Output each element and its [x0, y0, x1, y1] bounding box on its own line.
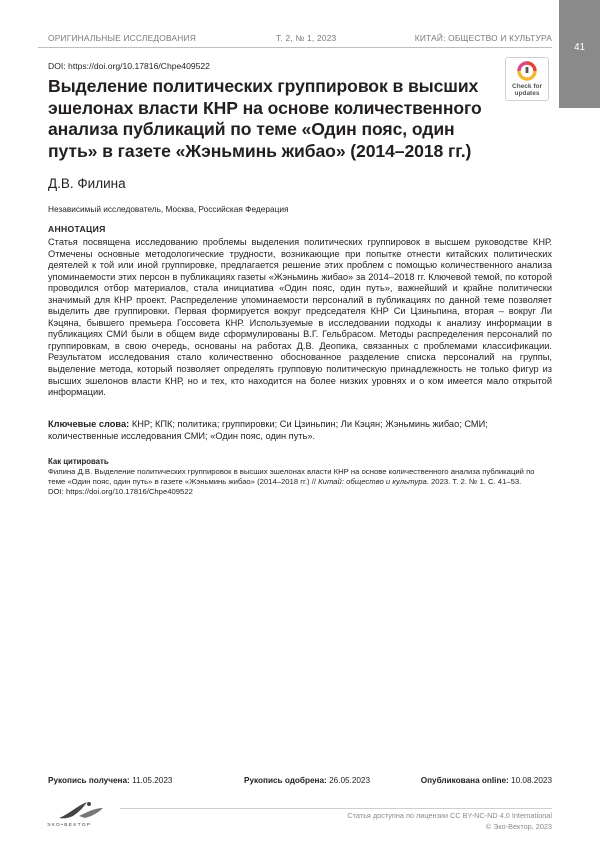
badge-line-2: updates — [514, 90, 540, 97]
publisher-name: ЭКО•ВЕКТОР — [47, 823, 92, 828]
accepted-date — [244, 776, 370, 785]
citation-heading: Как цитировать — [48, 457, 109, 466]
doi-line[interactable]: DOI: https://doi.org/10.17816/Chpe409522 — [48, 61, 210, 71]
citation-block — [48, 467, 552, 497]
author-name: Д.В. Филина — [48, 176, 126, 191]
accepted-value: 26.05.2023 — [329, 776, 371, 785]
header-divider — [38, 47, 552, 48]
keywords-text: КНР; КПК; политика; группировки; Си Цзиньпин; Ли Кэцян; Жэньминь жибао; СМИ; количественные исследования СМИ; «Один пояс, один путь». — [48, 419, 488, 441]
received-value: 11.05.2023 — [132, 776, 173, 785]
journal-volume-issue: Т. 2, № 1, 2023 — [276, 33, 337, 43]
license-text[interactable]: Статья доступна по лицензии CC BY-NC-ND 4.0 International — [347, 811, 552, 820]
accepted-label: Рукопись одобрена: — [244, 776, 327, 785]
page-tab — [559, 0, 600, 108]
update-ring-icon — [517, 61, 537, 81]
author-affiliation: Независимый исследователь, Москва, Российская Федерация — [48, 204, 289, 214]
citation-pages: . 2023. Т. 2. № 1. С. 41–53. — [426, 477, 522, 486]
check-for-updates-badge[interactable] — [505, 57, 549, 101]
citation-text: Филина Д.В. Выделение политических группировок в высших эшелонах власти КНР на основе количественного анализа публикаций по теме «Один пояс, один путь» в газете «Жэньминь жибао» (2014–2018 гг.) // — [48, 467, 535, 486]
received-date — [48, 776, 172, 785]
citation-doi[interactable]: DOI: https://doi.org/10.17816/Chpe409522 — [48, 487, 193, 496]
published-date — [421, 776, 552, 785]
badge-line-1: Check for — [512, 83, 542, 90]
copyright-text: © Эко-Вектор, 2023 — [485, 822, 552, 831]
abstract-text: Статья посвящена исследованию проблемы выделения политических группировок в высшем руководстве КНР. Отмечены основные методологические трудности, возникающие при попытке отнести китайских политических деятелей к той или иной группировке, предлагается решение этих проблем с помощью количественного анализа упоминаемости этих персон в публикациях газеты «Жэньминь жибао» за 2014–2018 гг. Ключевой темой, по которой проводился отбор материалов, стала инициатива «Один пояс, один путь», важнейший и крайне политически значимый для КНР проект. Распределение упоминаемости персоналий в публикациях по данной теме позволяет выделить две группировки. Первая формируется вокруг председателя КНР Си Цзиньпина, вторая – вокруг Ли Кэцяна, бывшего премьера Госсовета КНР. Используемые в исследовании подходы к анализу информации в публикациях СМИ были в общем виде сформулированы В.Г. Гельбрасом. Методы распределения персоналий по группировкам, в свою очередь, основаны на работах Д.В. Деопика, связанных с проблемами классификации. Результатом исследования стало количественно обоснованное разделение списка персоналий на группы, выделение метода, который позволяет определять групповую политическую принадлежность не только фигур из высших эшелонов власти КНР, но и тех, кто находится на более низких уровнях и о ком имеется мало открытой информации. — [48, 237, 552, 398]
published-value: 10.08.2023 — [511, 776, 552, 785]
published-label: Опубликована online: — [420, 776, 509, 785]
keywords-label: Ключевые слова: — [48, 419, 130, 429]
publisher-logo-icon — [49, 796, 113, 826]
page-number: 41 — [573, 42, 586, 53]
journal-section-label: ОРИГИНАЛЬНЫЕ ИССЛЕДОВАНИЯ — [48, 33, 196, 43]
abstract-heading: АННОТАЦИЯ — [48, 224, 106, 234]
citation-journal: Китай: общество и культура — [318, 477, 427, 486]
received-label: Рукопись получена: — [48, 776, 130, 785]
footer-divider — [120, 808, 552, 809]
badge-label — [505, 83, 549, 97]
article-title: Выделение политических группировок в высших эшелонах власти КНР на основе количественного анализа публикаций по теме «Один пояс, один путь» в газете «Жэньминь жибао» (2014–2018 гг.) — [48, 76, 482, 161]
journal-name: КИТАЙ: ОБЩЕСТВО И КУЛЬТУРА — [414, 33, 552, 43]
keywords-block — [48, 419, 552, 442]
